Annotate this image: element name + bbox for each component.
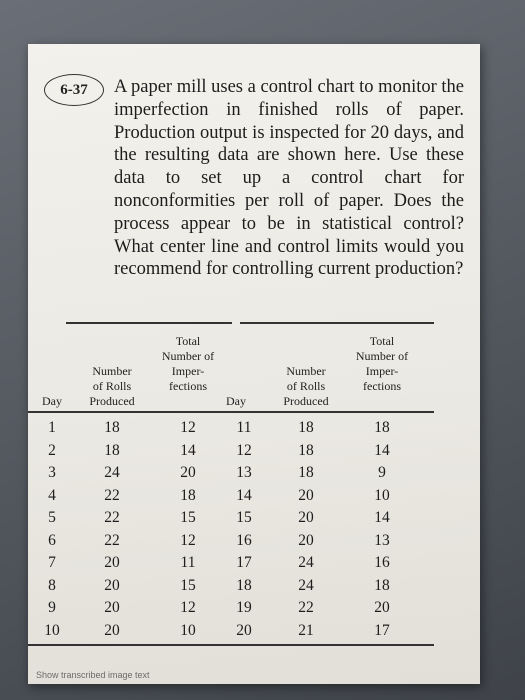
table-cell-right-day: 11	[236, 419, 252, 436]
table-cell-right-rolls: 18	[298, 419, 314, 436]
problem-number: 6-37	[44, 74, 104, 106]
table-cell-left-imperfections: 11	[180, 554, 196, 571]
table-cell-right-rolls: 18	[298, 441, 314, 459]
table-cell-right-day: 17	[236, 554, 252, 571]
table-cell-left-rolls: 20	[104, 599, 120, 616]
table-cell-left-rolls: 22	[104, 509, 120, 526]
header-rolls-left: Number of Rolls Produced	[89, 364, 135, 408]
table-cell-right-day: 20	[236, 621, 252, 639]
table-cell-right-rolls: 21	[298, 621, 314, 639]
table-cell-left-imperfections: 14	[180, 441, 196, 459]
table-cell-left-imperfections: 15	[180, 576, 196, 594]
show-transcribed-text-link[interactable]: Show transcribed image text	[36, 670, 150, 680]
table-cell-left-rolls: 18	[104, 419, 120, 436]
table-cell-right-imperfections: 14	[374, 509, 390, 526]
table-header-rule	[28, 411, 434, 413]
table-cell-left-imperfections: 15	[180, 509, 196, 526]
table-cell-left-day: 6	[48, 531, 56, 549]
table-cell-left-day: 10	[44, 621, 60, 639]
table-cell-right-day: 12	[236, 441, 252, 459]
table-cell-left-imperfections: 18	[180, 486, 196, 504]
table-cell-right-imperfections: 18	[374, 419, 390, 436]
table-cell-right-rolls: 24	[298, 554, 314, 571]
table-cell-left-rolls: 20	[104, 576, 120, 594]
table-cell-left-imperfections: 12	[180, 599, 196, 616]
table-cell-right-imperfections: 14	[374, 441, 390, 459]
table-cell-left-rolls: 22	[104, 486, 120, 504]
problem-statement: A paper mill uses a control chart to monitor the imperfection in finished rolls of paper. Production output is inspected for 20 days, and the resulting data are shown here. Use these data to set up a control chart for nonconformities per roll of paper. Does the process appear to be in statistical control? What center line and control limits would you recommend for controlling current production?	[114, 77, 464, 280]
table-top-rule-left	[66, 322, 232, 324]
table-cell-left-rolls: 18	[104, 441, 120, 459]
table-cell-left-day: 3	[48, 464, 56, 481]
header-day-left: Day	[42, 394, 62, 408]
table-cell-right-imperfections: 17	[374, 621, 390, 639]
table-cell-left-rolls: 20	[104, 621, 120, 639]
table-cell-left-imperfections: 12	[180, 419, 196, 436]
header-imperfections-left: Total Number of Imper- fections	[161, 334, 215, 393]
table-cell-left-day: 1	[48, 419, 56, 436]
table-cell-left-day: 4	[48, 486, 56, 504]
table-bottom-rule	[28, 644, 434, 646]
table-cell-left-day: 9	[48, 599, 56, 616]
header-rolls-right: Number of Rolls Produced	[283, 364, 329, 408]
table-cell-right-imperfections: 10	[374, 486, 390, 504]
table-cell-right-rolls: 20	[298, 486, 314, 504]
table-cell-right-imperfections: 20	[374, 599, 390, 616]
table-cell-left-rolls: 24	[104, 464, 120, 481]
table-cell-right-day: 16	[236, 531, 252, 549]
table-cell-left-rolls: 20	[104, 554, 120, 571]
header-day-right: Day	[226, 394, 246, 408]
table-cell-right-imperfections: 18	[374, 576, 390, 594]
table-cell-right-rolls: 22	[298, 599, 314, 616]
table-cell-left-day: 2	[48, 441, 56, 459]
table-cell-right-imperfections: 13	[374, 531, 390, 549]
table-cell-left-day: 8	[48, 576, 56, 594]
table-cell-right-rolls: 20	[298, 531, 314, 549]
table-top-rule-right	[240, 322, 434, 324]
table-cell-left-day: 5	[48, 509, 56, 526]
table-cell-right-day: 14	[236, 486, 252, 504]
table-cell-left-day: 7	[48, 554, 56, 571]
table-cell-left-imperfections: 10	[180, 621, 196, 639]
textbook-page	[28, 44, 480, 684]
table-cell-right-day: 19	[236, 599, 252, 616]
table-cell-left-rolls: 22	[104, 531, 120, 549]
table-cell-right-imperfections: 16	[374, 554, 390, 571]
table-cell-right-rolls: 18	[298, 464, 314, 481]
table-cell-left-imperfections: 12	[180, 531, 196, 549]
table-cell-right-day: 18	[236, 576, 252, 594]
table-cell-right-imperfections: 9	[378, 464, 386, 481]
table-cell-right-rolls: 24	[298, 576, 314, 594]
table-cell-right-day: 15	[236, 509, 252, 526]
table-cell-right-rolls: 20	[298, 509, 314, 526]
header-imperfections-right: Total Number of Imper- fections	[355, 334, 409, 393]
table-cell-left-imperfections: 20	[180, 464, 196, 481]
table-cell-right-day: 13	[236, 464, 252, 481]
